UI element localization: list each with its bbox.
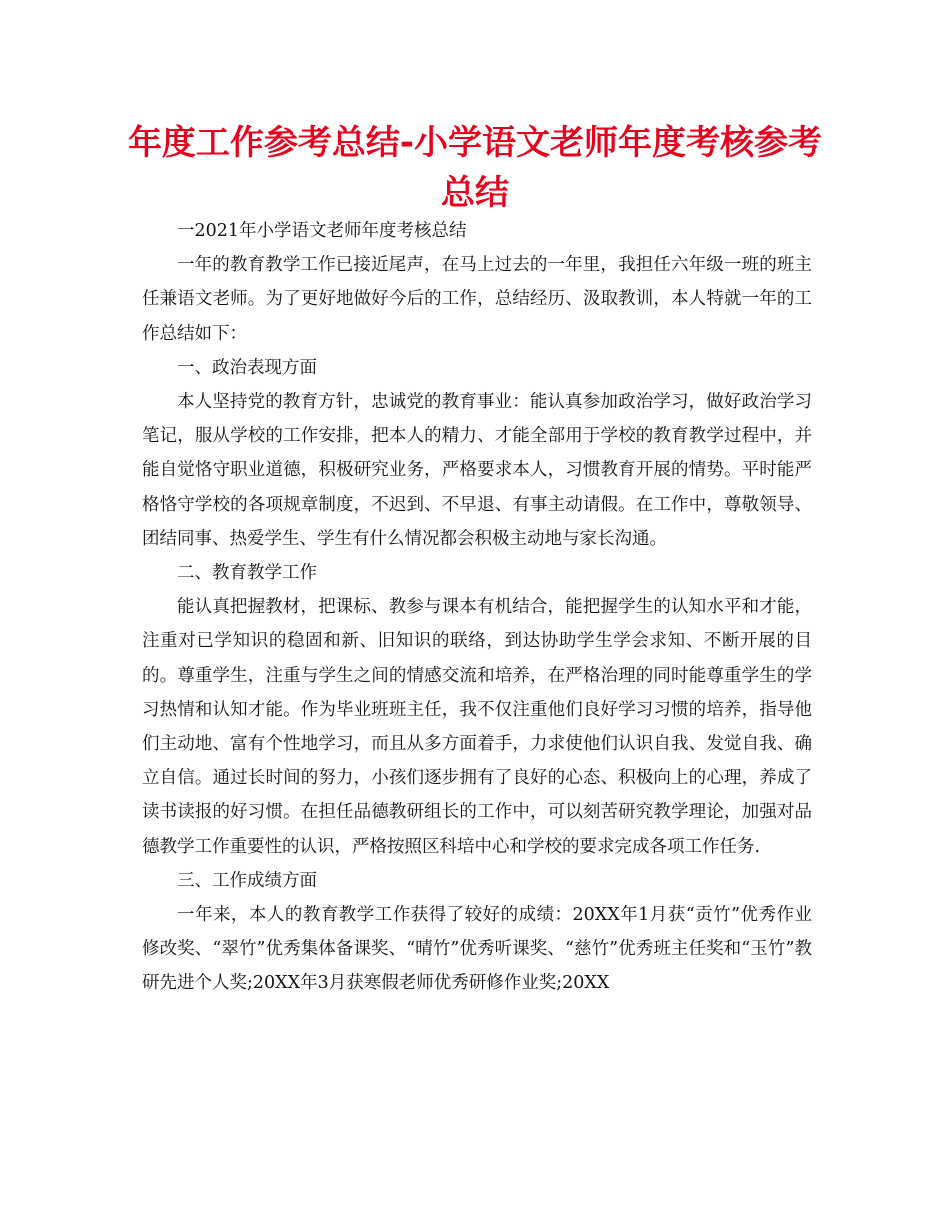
section-heading: 一、政治表现方面	[177, 357, 317, 378]
document-body	[142, 214, 812, 1001]
document-title: 年度工作参考总结-小学语文老师年度考核参考总结	[127, 123, 823, 213]
section-heading: 二、教育教学工作	[177, 563, 317, 584]
paragraph: 能认真把握教材，把课标、教参与课本有机结合，能把握学生的认知水平和才能，注重对已学知识的稳固和新、旧知识的联络，到达协助学生学会求知、不断开展的目的。尊重学生，注重与学生之间的情感交流和培养，在严格治理的同时能尊重学生的学习热情和认知才能。作为毕业班班主任，我不仅注重他们良好学习习惯的培养，指导他们主动地、富有个性地学习，而且从多方面着手，力求使他们认识自我、发觉自我、确立自信。通过长时间的努力，小孩们逐步拥有了良好的心态、积极向上的心理，养成了读书读报的好习惯。在担任品德教研组长的工作中，可以刻苦研究教学理论，加强对品德教学工作重要性的认识，严格按照区科培中心和学校的要求完成各项工作任务.	[142, 597, 812, 857]
paragraph: 一年来，本人的教育教学工作获得了较好的成绩：20XX年1月获“贡竹”优秀作业修改奖、“翠竹”优秀集体备课奖、“晴竹”优秀听课奖、“慈竹”优秀班主任奖和“玉竹”教研先进个人奖;20XX年3月获寒假老师优秀研修作业奖;20XX	[142, 905, 812, 994]
section-heading: 三、工作成绩方面	[177, 870, 317, 891]
section-heading: 一2021年小学语文老师年度考核总结	[177, 221, 467, 241]
paragraph: 一年的教育教学工作已接近尾声，在马上过去的一年里，我担任六年级一班的班主任兼语文老师。为了更好地做好今后的工作，总结经历、汲取教训，本人特就一年的工作总结如下：	[142, 255, 812, 344]
paragraph: 本人坚持党的教育方针，忠诚党的教育事业：能认真参加政治学习，做好政治学习笔记，服从学校的工作安排，把本人的精力、才能全部用于学校的教育教学过程中，并能自觉恪守职业道德，积极研究业务，严格要求本人，习惯教育开展的情势。平时能严格恪守学校的各项规章制度，不迟到、不早退、有事主动请假。在工作中，尊敬领导、团结同事、热爱学生、学生有什么情况都会积极主动地与家长沟通。	[142, 392, 812, 549]
